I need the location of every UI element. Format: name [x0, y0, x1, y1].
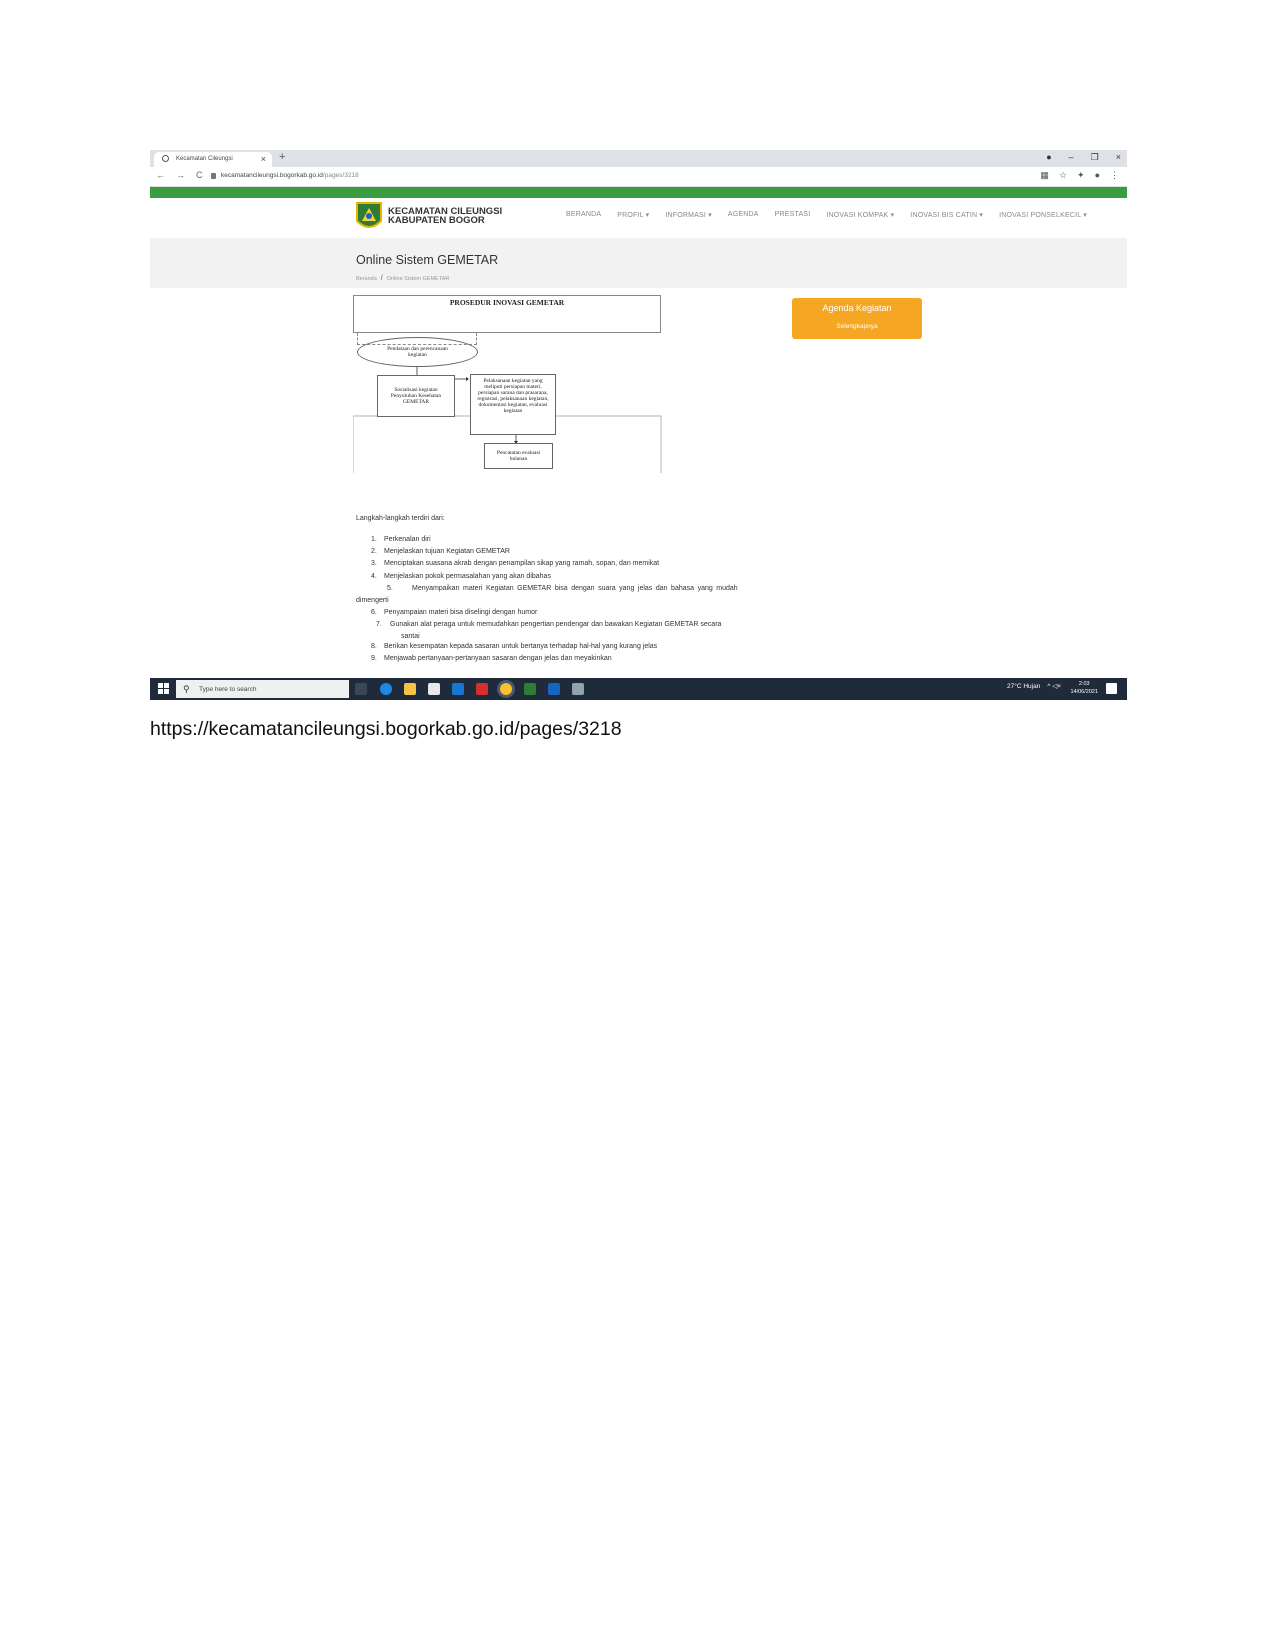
- translate-icon[interactable]: ▦: [1040, 170, 1049, 180]
- site-brand[interactable]: [388, 207, 502, 225]
- windows-start-icon[interactable]: [158, 683, 169, 694]
- agenda-kegiatan-card[interactable]: [792, 298, 922, 339]
- edge-browser-icon[interactable]: [380, 683, 392, 695]
- search-placeholder: Type here to search: [199, 686, 257, 693]
- brand-line-1: KECAMATAN CILEUNGSI: [388, 206, 503, 217]
- flowchart-image: [353, 295, 683, 485]
- list-item: [356, 607, 776, 619]
- word-icon[interactable]: [548, 683, 560, 695]
- url-domain: kecamatancileungsi.bogorkab.go.id: [221, 172, 323, 179]
- browser-screenshot: [150, 150, 1127, 700]
- clock-time: 2:03: [1078, 681, 1090, 687]
- close-window-button[interactable]: ×: [1115, 152, 1121, 162]
- step-number: 1.: [371, 536, 377, 543]
- profile-icon[interactable]: ●: [1094, 170, 1100, 180]
- step-number: 9.: [371, 654, 377, 662]
- taskbar-search-input[interactable]: [176, 680, 349, 698]
- step-text: Menjelaskan tujuan Kegiatan GEMETAR: [384, 548, 510, 556]
- list-item-continuation: santai: [401, 632, 420, 640]
- nav-informasi[interactable]: INFORMASI ▾: [665, 212, 712, 219]
- steps-intro: Langkah-langkah terdiri dari:: [356, 515, 445, 522]
- tab-bar: [150, 150, 1127, 167]
- step-text: Gunakan alat peraga untuk memudahkan pengertian pendengar dan bawakan Kegiatan GEMETAR secara: [390, 621, 722, 629]
- minimize-button[interactable]: –: [1068, 152, 1074, 162]
- chrome-icon[interactable]: [500, 683, 512, 695]
- store-icon[interactable]: [428, 683, 440, 695]
- step-text: Penyampaian materi bisa diselingi dengan humor: [384, 609, 538, 617]
- clock-date: 14/06/2021: [1070, 689, 1098, 695]
- system-tray: [1007, 682, 1061, 690]
- flowchart-node-3-text: Pelaksanaan kegiatan yang meliputi persiapan materi, persiapan sarana dan prasarana, registrasi, pelaksanaan kegiatan, dokumentasi kegiatan, evaluasi kegiatan: [477, 378, 549, 414]
- list-item: [356, 583, 776, 595]
- step-text: Menjelaskan pokok permasalahan yang akan dibahas: [384, 572, 551, 580]
- tab-title: Kecamatan Cileungsi: [176, 156, 233, 162]
- profile-dot-icon[interactable]: ●: [1046, 152, 1052, 162]
- window-controls: [1046, 152, 1121, 163]
- step-number: 5.: [387, 584, 393, 592]
- flowchart-title: PROSEDUR INOVASI GEMETAR: [449, 298, 565, 307]
- step-text: Menciptakan suasana akrab dengan penampilan sikap yang ramah, sopan, dan memikat: [384, 560, 660, 568]
- lock-icon[interactable]: [211, 173, 216, 179]
- taskbar-clock[interactable]: [1070, 680, 1098, 696]
- nav-buttons: [156, 170, 203, 180]
- menu-icon[interactable]: ⋮: [1110, 170, 1119, 180]
- flowchart-node-4-text: Pencatatan evaluasi bulanan: [496, 450, 541, 462]
- nav-beranda[interactable]: BERANDA: [566, 211, 602, 218]
- breadcrumb-home[interactable]: Beranda: [356, 276, 377, 282]
- nav-prestasi[interactable]: PRESTASI: [774, 211, 811, 218]
- extensions-icon[interactable]: ✦: [1077, 170, 1085, 180]
- site-header: [150, 198, 1127, 238]
- page-title: Online Sistem GEMETAR: [356, 253, 499, 267]
- back-button[interactable]: ←: [156, 170, 165, 180]
- brand-line-2: KABUPATEN BOGOR: [388, 215, 485, 226]
- browser-tab[interactable]: [154, 152, 272, 167]
- breadcrumb: [356, 275, 449, 282]
- agenda-selengkapnya-link[interactable]: Selengkapnya: [836, 323, 878, 330]
- top-green-bar: [150, 187, 1127, 198]
- flowchart-node-1-text: Pendataan dan perencanaan kegiatan: [387, 346, 448, 358]
- tab-close-icon[interactable]: ×: [260, 154, 266, 164]
- browser-toolbar: [1040, 170, 1119, 181]
- list-item: [356, 571, 776, 583]
- file-explorer-icon[interactable]: [404, 683, 416, 695]
- nav-inovasi-bis-catin[interactable]: INOVASI BIS CATIN ▾: [910, 212, 984, 219]
- acrobat-icon[interactable]: [476, 683, 488, 695]
- restore-button[interactable]: ❐: [1090, 152, 1099, 162]
- search-icon: ⚲: [183, 684, 190, 694]
- list-item: [356, 546, 776, 558]
- settings-app-icon[interactable]: [572, 683, 584, 695]
- nav-inovasi-kompak[interactable]: INOVASI KOMPAK ▾: [826, 212, 895, 219]
- nav-agenda[interactable]: AGENDA: [727, 211, 759, 218]
- flowchart-node-sosialisasi: [377, 375, 455, 417]
- breadcrumb-current: Online Sistem GEMETAR: [386, 276, 450, 282]
- mail-icon[interactable]: [452, 683, 464, 695]
- step-number: 2.: [371, 548, 377, 556]
- flowchart-node-pelaksanaan: [470, 374, 556, 435]
- flowchart-node-pencatatan: [484, 443, 553, 469]
- address-bar: [150, 167, 1127, 187]
- url-caption: https://kecamatancileungsi.bogorkab.go.id/pages/3218: [150, 718, 622, 740]
- step-text: Perkenalan diri: [384, 536, 431, 543]
- step-number: 3.: [371, 560, 377, 568]
- new-tab-button[interactable]: +: [279, 151, 286, 163]
- step-number: 6.: [371, 609, 377, 617]
- excel-icon[interactable]: [524, 683, 536, 695]
- steps-list: [356, 534, 776, 665]
- step-text: Berikan kesempatan kepada sasaran untuk bertanya terhadap hal-hal yang kurang jelas: [384, 642, 658, 650]
- list-item: [356, 641, 776, 653]
- breadcrumb-separator: /: [380, 275, 383, 282]
- task-view-icon[interactable]: [355, 683, 367, 695]
- weather-widget[interactable]: 27°C Hujan: [1007, 682, 1041, 690]
- step-number: 7.: [376, 621, 382, 629]
- list-item: [356, 558, 776, 570]
- list-item: [356, 534, 776, 546]
- agenda-heading: Agenda Kegiatan: [822, 303, 892, 313]
- bookmark-star-icon[interactable]: ☆: [1058, 170, 1068, 180]
- step-number: 4.: [371, 572, 377, 580]
- list-item: [356, 619, 776, 631]
- flowchart-node-2-text: Sosialisasi kegiatan Penyuluhan Kesehatan GEMETAR: [390, 387, 442, 405]
- step-text: Menyampaikan materi Kegiatan GEMETAR bisa dengan suara yang jelas dan bahasa yang mudah: [412, 584, 738, 592]
- globe-icon: [162, 155, 169, 162]
- windows-taskbar: [150, 678, 1127, 700]
- forward-button[interactable]: →: [176, 170, 185, 180]
- reload-button[interactable]: C: [196, 170, 203, 180]
- page-title-band: [150, 238, 1127, 288]
- nav-profil[interactable]: PROFIL ▾: [617, 212, 650, 219]
- step-number: 8.: [371, 642, 377, 650]
- main-nav: [566, 211, 1087, 219]
- url-field[interactable]: [221, 172, 359, 179]
- notification-icon[interactable]: [1106, 683, 1117, 694]
- list-item: [356, 653, 776, 665]
- step-text: Menjawab pertanyaan-pertanyaan sasaran dengan jelas dan meyakinkan: [384, 654, 612, 662]
- nav-inovasi-ponselkecil[interactable]: INOVASI PONSELKECIL ▾: [999, 212, 1087, 219]
- list-item-continuation: dimengerti: [356, 597, 389, 605]
- tray-icons[interactable]: ^ ◁×: [1047, 683, 1061, 690]
- kabupaten-bogor-logo[interactable]: [356, 201, 382, 233]
- url-path: /pages/3218: [322, 172, 359, 179]
